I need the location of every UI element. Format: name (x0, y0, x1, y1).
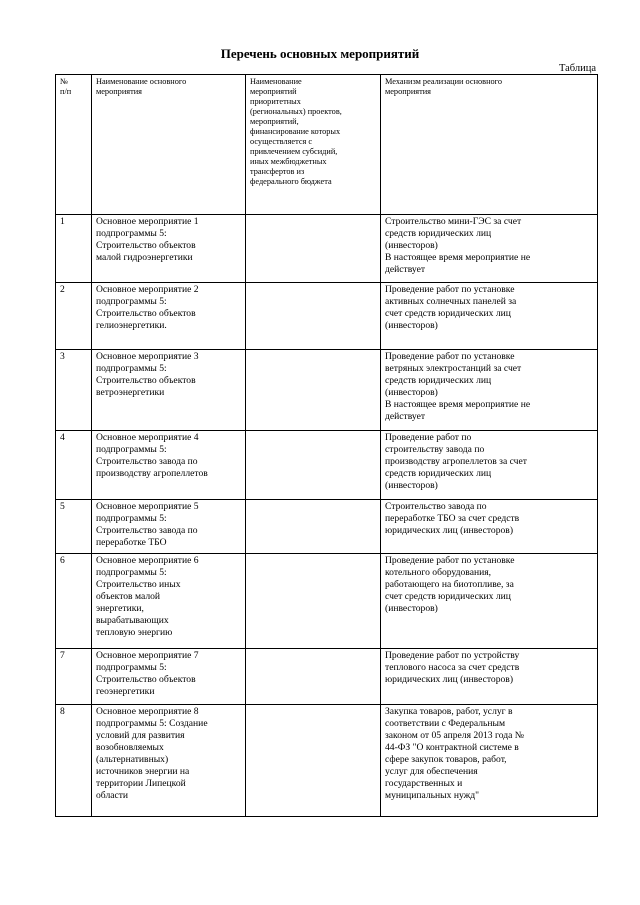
cell-number: 7 (56, 649, 92, 705)
cell-text-line: сфере закупок товаров, работ, (385, 754, 507, 765)
cell-text-line: объектов малой (96, 591, 161, 602)
cell-text-line: Строительство объектов (96, 375, 196, 386)
cell-text-line: Строительство иных (96, 579, 181, 590)
cell-mechanism (381, 350, 598, 431)
cell-measure-name (92, 649, 246, 705)
cell-text-line: финансирование которых (250, 127, 341, 136)
cell-text-line: (инвесторов) (385, 240, 438, 251)
cell-text-line: Основное мероприятие 7 (96, 650, 199, 661)
cell-measure-name (92, 431, 246, 500)
cell-text-line: приоритетных (250, 97, 301, 106)
cell-text-line: В настоящее время мероприятие не (385, 399, 531, 410)
cell-text-line: ветроэнергетики (96, 387, 165, 398)
cell-text-line: Основное мероприятие 1 (96, 216, 199, 227)
cell-mechanism (381, 431, 598, 500)
cell-text-line: подпрограммы 5: (96, 662, 167, 673)
cell-text-line: Строительство объектов (96, 308, 196, 319)
cell-text-line: мероприятия (96, 87, 142, 96)
cell-priority-projects (246, 350, 381, 431)
cell-text-line: муниципальных нужд" (385, 790, 480, 801)
header-measure-name (92, 75, 246, 215)
cell-mechanism (381, 215, 598, 283)
cell-text-line: тепловую энергию (96, 627, 173, 638)
cell-text-line: мероприятий (250, 87, 297, 96)
cell-text-line: Наименование основного (96, 77, 187, 86)
cell-text-line: осуществляется с (250, 137, 313, 146)
cell-text-line: Проведение работ по установке (385, 351, 515, 362)
cell-text-line: законом от 05 апреля 2013 года № (385, 730, 524, 741)
cell-text-line: области (96, 790, 129, 801)
cell-text-line: Проведение работ по установке (385, 284, 515, 295)
cell-text-line: источников энергии на (96, 766, 190, 777)
table-row (56, 649, 598, 705)
cell-text-line: (инвесторов) (385, 320, 438, 331)
cell-text-line: производству агропеллетов за счет (385, 456, 527, 467)
cell-text-line: Строительство завода по (96, 456, 198, 467)
header-row (56, 75, 598, 215)
cell-text-line: 44-ФЗ "О контрактной системе в (385, 742, 519, 753)
measures-table (55, 74, 598, 817)
table-label: Таблица (558, 63, 596, 74)
cell-text-line: трансфертов из (250, 167, 305, 176)
cell-text-line: теплового насоса за счет средств (385, 662, 520, 673)
cell-text-line: средств юридических лиц (385, 468, 492, 479)
cell-measure-name (92, 705, 246, 817)
cell-measure-name (92, 215, 246, 283)
table-row (56, 705, 598, 817)
cell-text-line: Основное мероприятие 5 (96, 501, 199, 512)
cell-mechanism (381, 554, 598, 649)
cell-text-line: счет средств юридических лиц (385, 591, 511, 602)
cell-text-line: (инвесторов) (385, 480, 438, 491)
header-number (56, 75, 92, 215)
cell-text-line: мероприятия (385, 87, 431, 96)
cell-text-line: иных межбюджетных (250, 157, 327, 166)
cell-text-line: территории Липецкой (96, 778, 186, 789)
cell-text-line: Строительство мини-ГЭС за счет (385, 216, 522, 227)
cell-text-line: активных солнечных панелей за (385, 296, 517, 307)
cell-text-line: подпрограммы 5: (96, 296, 167, 307)
cell-text-line: переработке ТБО (96, 537, 167, 548)
cell-number: 8 (56, 705, 92, 817)
cell-text-line: вырабатывающих (96, 615, 169, 626)
cell-text-line: действует (385, 411, 426, 422)
cell-text-line: Закупка товаров, работ, услуг в (385, 706, 513, 717)
cell-measure-name (92, 283, 246, 350)
cell-text-line: возобновляемых (96, 742, 164, 753)
cell-priority-projects (246, 215, 381, 283)
cell-text-line: Механизм реализации основного (385, 77, 503, 86)
cell-text-line: соответствии с Федеральным (385, 718, 506, 729)
cell-priority-projects (246, 649, 381, 705)
table-row (56, 431, 598, 500)
cell-text-line: Строительство завода по (96, 525, 198, 536)
cell-mechanism (381, 705, 598, 817)
cell-text-line: Основное мероприятие 2 (96, 284, 199, 295)
cell-text-line: гелиоэнергетики. (96, 320, 167, 331)
cell-text-line: подпрограммы 5: (96, 228, 167, 239)
cell-text-line: юридических лиц (инвесторов) (385, 674, 514, 685)
cell-text-line: В настоящее время мероприятие не (385, 252, 531, 263)
cell-text-line: строительству завода по (385, 444, 485, 455)
cell-text-line: федерального бюджета (250, 177, 332, 186)
table-row (56, 350, 598, 431)
cell-text-line: юридических лиц (инвесторов) (385, 525, 514, 536)
cell-number: 3 (56, 350, 92, 431)
table-row (56, 500, 598, 554)
cell-text-line: привлечением субсидий, (250, 147, 338, 156)
cell-number: 1 (56, 215, 92, 283)
cell-text-line: счет средств юридических лиц (385, 308, 511, 319)
cell-text-line: государственных и (385, 778, 463, 789)
cell-measure-name (92, 350, 246, 431)
cell-text-line: Основное мероприятие 4 (96, 432, 199, 443)
cell-text-line: Основное мероприятие 3 (96, 351, 199, 362)
cell-text-line: ветряных электростанций за счет (385, 363, 522, 374)
cell-priority-projects (246, 500, 381, 554)
cell-text-line: (региональных) проектов, (250, 107, 342, 116)
cell-text-line: Основное мероприятие 6 (96, 555, 199, 566)
cell-text-line: Проведение работ по установке (385, 555, 515, 566)
cell-text-line: № (60, 77, 68, 86)
cell-mechanism (381, 649, 598, 705)
cell-text-line: котельного оборудования, (385, 567, 492, 578)
cell-text-line: производству агропеллетов (96, 468, 208, 479)
cell-priority-projects (246, 554, 381, 649)
cell-mechanism (381, 283, 598, 350)
cell-text-line: малой гидроэнергетики (96, 252, 193, 263)
cell-priority-projects (246, 431, 381, 500)
cell-text-line: Проведение работ по устройству (385, 650, 520, 661)
table-row (56, 283, 598, 350)
header-priority-projects (246, 75, 381, 215)
cell-text-line: условий для развития (96, 730, 185, 741)
cell-priority-projects (246, 705, 381, 817)
cell-text-line: Строительство объектов (96, 240, 196, 251)
cell-text-line: действует (385, 264, 426, 275)
cell-text-line: средств юридических лиц (385, 375, 492, 386)
cell-measure-name (92, 554, 246, 649)
cell-text-line: (альтернативных) (96, 754, 169, 765)
cell-text-line: подпрограммы 5: (96, 444, 167, 455)
cell-text-line: подпрограммы 5: (96, 513, 167, 524)
cell-measure-name (92, 500, 246, 554)
cell-text-line: работающего на биотопливе, за (385, 579, 514, 590)
page-title: Перечень основных мероприятий (220, 46, 420, 61)
cell-text-line: переработке ТБО за счет средств (385, 513, 520, 524)
cell-priority-projects (246, 283, 381, 350)
cell-number: 5 (56, 500, 92, 554)
cell-text-line: подпрограммы 5: (96, 567, 167, 578)
cell-text-line: энергетики, (96, 603, 144, 614)
cell-number: 6 (56, 554, 92, 649)
cell-mechanism (381, 500, 598, 554)
cell-text-line: п/п (60, 87, 72, 96)
cell-text-line: Наименование (250, 77, 302, 86)
table-row (56, 554, 598, 649)
cell-text-line: Строительство завода по (385, 501, 487, 512)
cell-text-line: Проведение работ по (385, 432, 472, 443)
cell-text-line: геоэнергетики (96, 686, 155, 697)
cell-text-line: подпрограммы 5: Создание (96, 718, 208, 729)
cell-text-line: средств юридических лиц (385, 228, 492, 239)
cell-text-line: подпрограммы 5: (96, 363, 167, 374)
header-mechanism (381, 75, 598, 215)
cell-number: 2 (56, 283, 92, 350)
table-row (56, 215, 598, 283)
cell-text-line: мероприятий, (250, 117, 299, 126)
cell-text-line: Основное мероприятие 8 (96, 706, 199, 717)
cell-number: 4 (56, 431, 92, 500)
cell-text-line: (инвесторов) (385, 603, 438, 614)
cell-text-line: услуг для обеспечения (385, 766, 478, 777)
cell-text-line: Строительство объектов (96, 674, 196, 685)
cell-text-line: (инвесторов) (385, 387, 438, 398)
